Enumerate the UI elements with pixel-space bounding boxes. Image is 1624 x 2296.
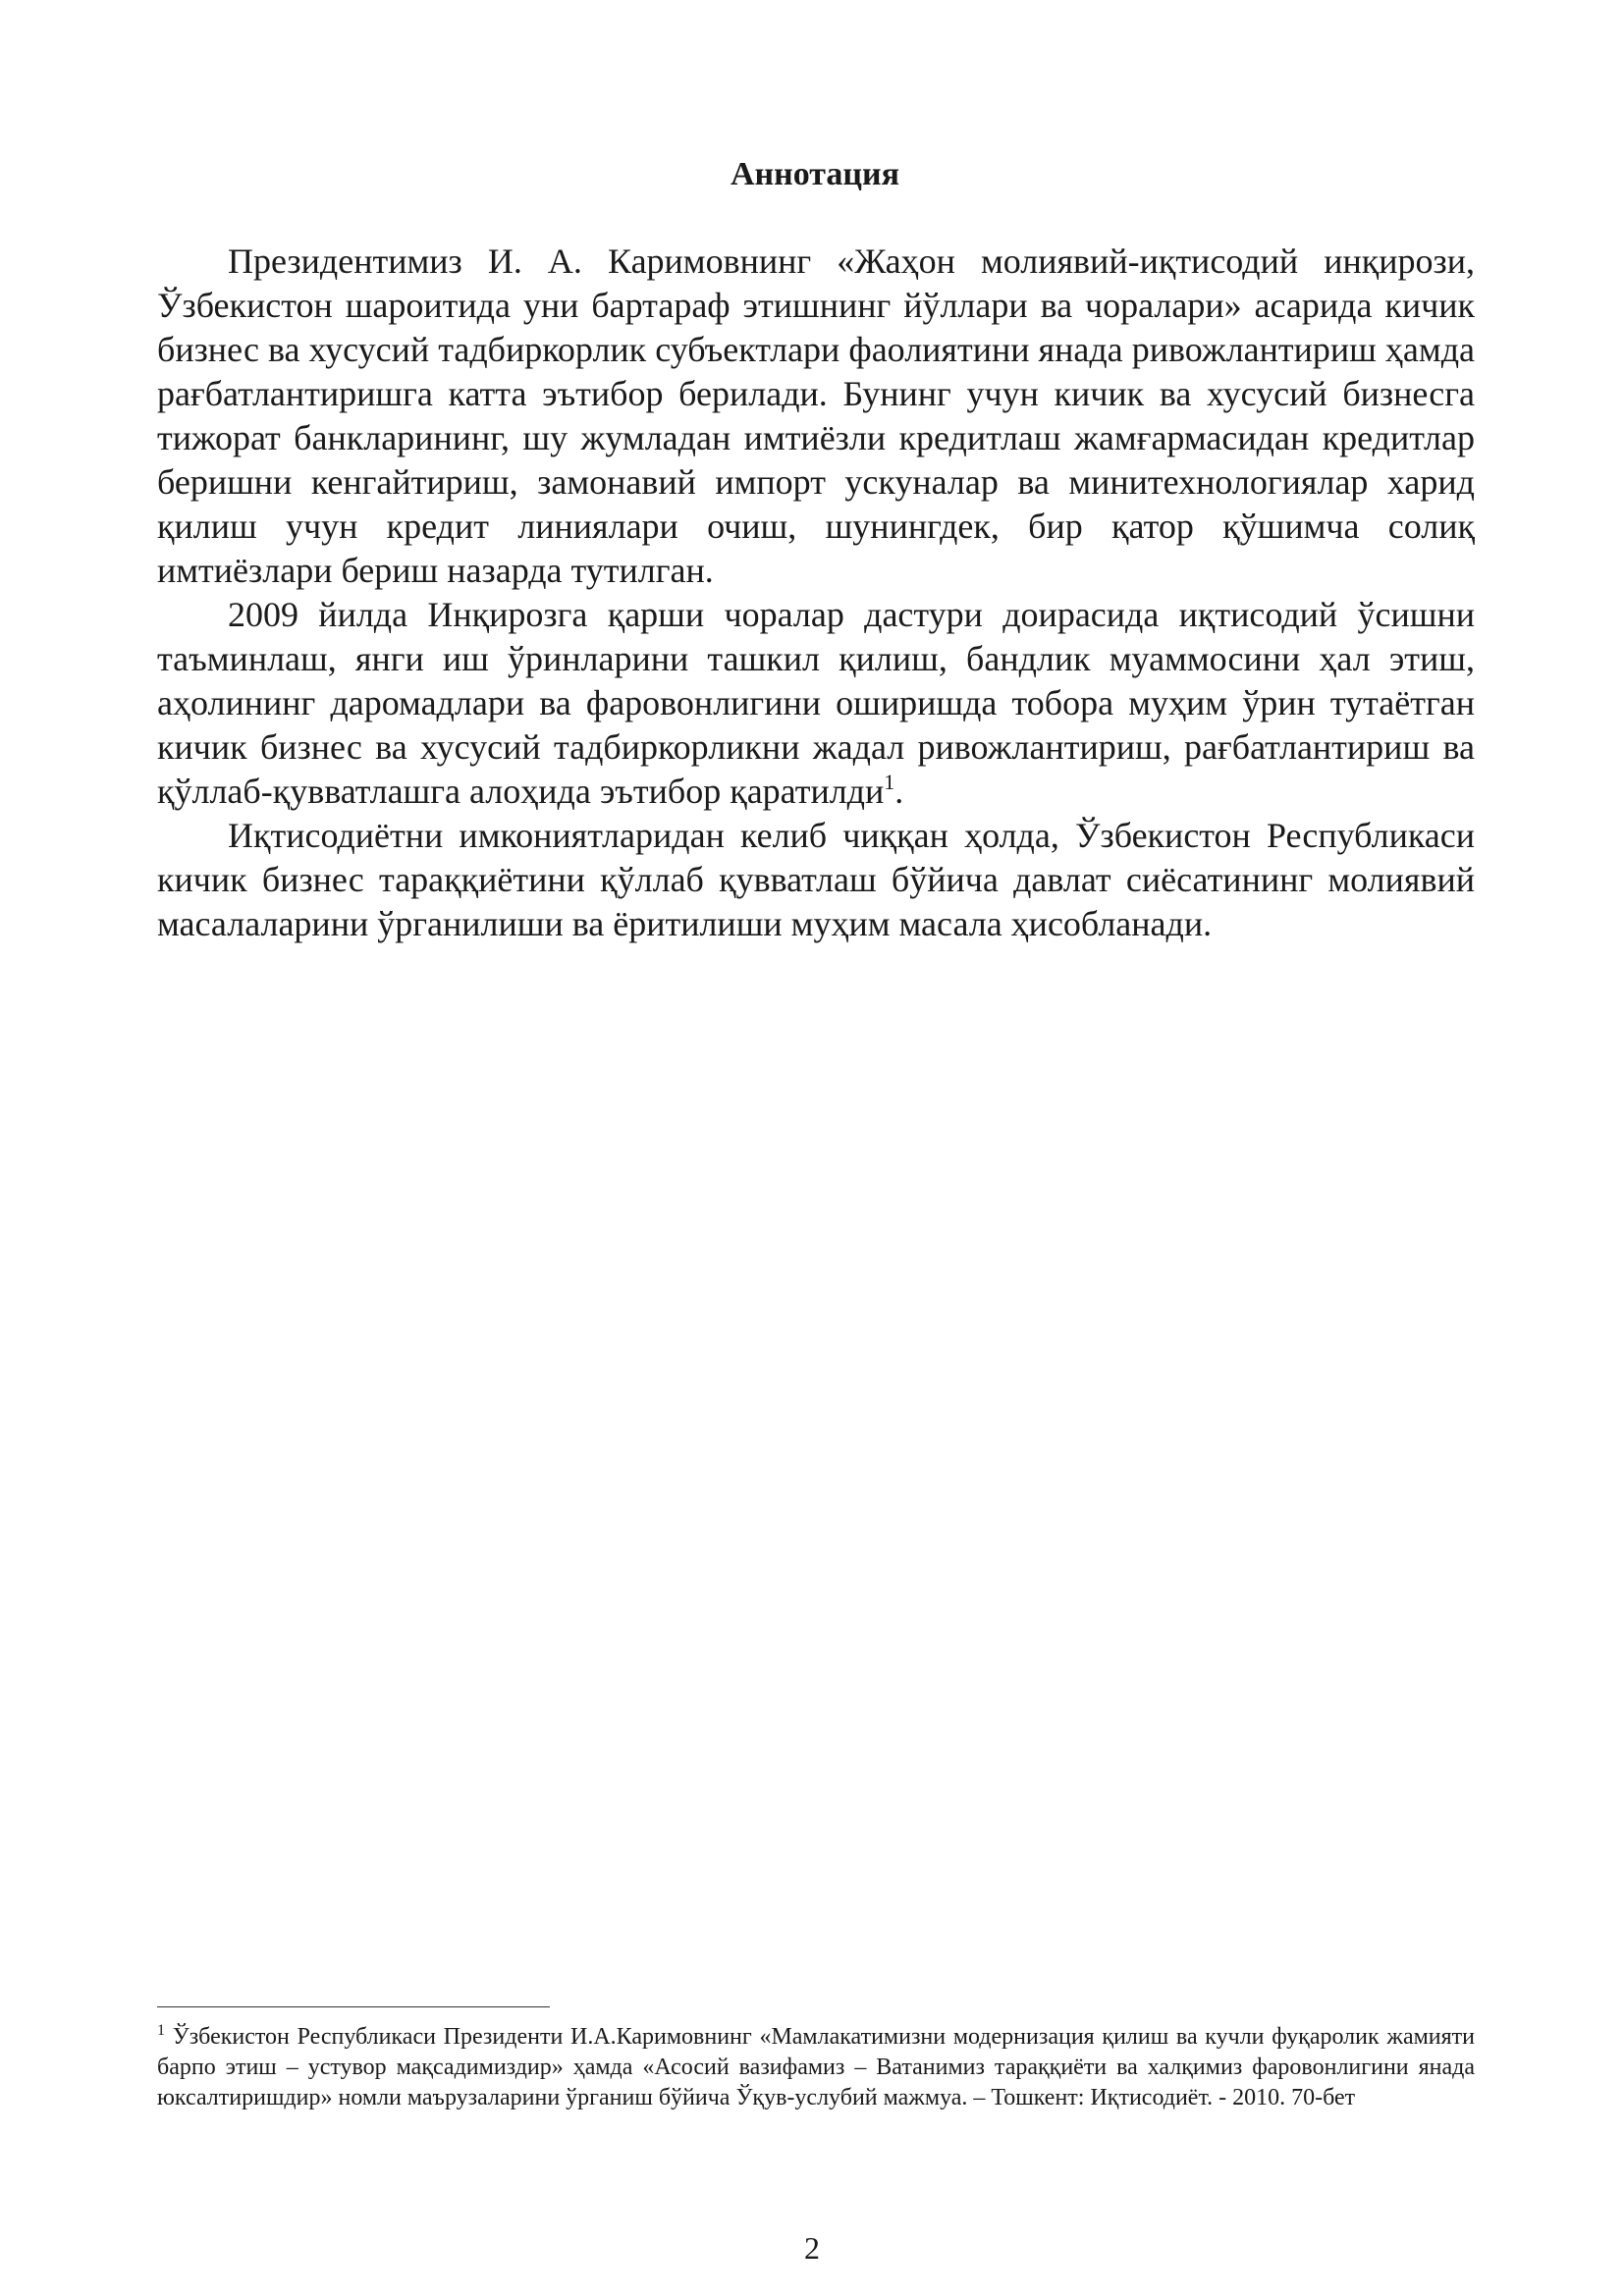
footnote-text: Ўзбекистон Республикаси Президенти И.А.Каримовнинг «Мамлакатимизни модернизация қилиш ва кучли фуқаролик жамияти барпо этиш – устувор мақсадимиздир» ҳамда «Асосий вазифамиз – Ватанимиз тараққиёти ва халқимиз фаровонлигини янада юксалтиришдир» номли маърузаларини ўрганиш бўйича Ўқув-услубий мажмуа. – Тошкент: Иқтисодиёт. - 2010. 70-бет	[157, 2024, 1475, 2110]
footnote-separator	[157, 2006, 550, 2007]
paragraph-2	[157, 593, 1475, 814]
page-title: Аннотация	[731, 156, 899, 192]
page-number: 2	[804, 2230, 820, 2266]
paragraph-2-tail: .	[894, 772, 904, 811]
footnote-reference[interactable]: 1	[884, 770, 895, 794]
paragraph-1: Президентимиз И. А. Каримовнинг «Жаҳон молиявий-иқтисодий инқирози, Ўзбекистон шароитида уни бартараф этишнинг йўллари ва чоралари» асарида кичик бизнес ва хусусий тадбиркорлик субъектлари фаолиятини янада ривожлантириш ҳамда рағбатлантиришга катта эътибор берилади. Бунинг учун кичик ва хусусий бизнесга тижорат банкларининг, шу жумладан имтиёзли кредитлаш жамғармасидан кредитлар беришни кенгайтириш, замонавий импорт ускуналар ва минитехнологиялар харид қилиш учун кредит линиялари очиш, шунингдек, бир қатор қўшимча солиқ имтиёзлари бериш назарда тутилган.	[157, 241, 1475, 590]
annotation-body	[157, 240, 1475, 946]
paragraph-2-text: 2009 йилда Инқирозга қарши чоралар дастури доирасида иқтисодий ўсишни таъминлаш, янги иш ўринларини ташкил қилиш, бандлик муаммосини ҳал этиш, аҳолининг даромадлари ва фаровонлигини оширишда тобора муҳим ўрин тутаётган кичик бизнес ва хусусий тадбиркорликни жадал ривожлантириш, рағбатлантириш ва қўллаб-қувватлашга алоҳида эътибор қаратилди	[157, 595, 1475, 811]
footnote-paragraph	[157, 2022, 1475, 2113]
footnote	[157, 2022, 1475, 2113]
footnote-number: 1	[157, 2022, 165, 2039]
paragraph-3: Иқтисодиётни имкониятларидан келиб чиққан ҳолда, Ўзбекистон Республикаси кичик бизнес тараққиётини қўллаб қувватлаш бўйича давлат сиёсатининг молиявий масалаларини ўрганилиши ва ёритилиши муҳим масала ҳисобланади.	[157, 816, 1475, 943]
